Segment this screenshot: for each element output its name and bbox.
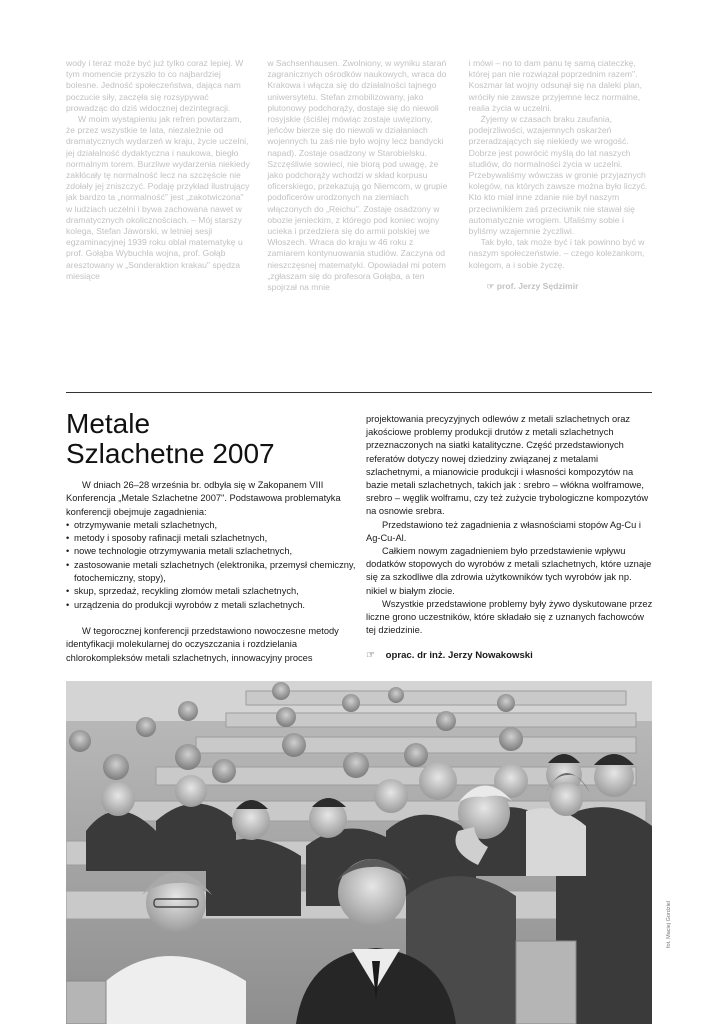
hand-pointing-icon: ☞ (486, 280, 495, 291)
article-title (66, 409, 346, 469)
article-paragraph: Wszystkie przedstawione problemy były żywo dyskutowane przez liczne grono uczestników, które składało się z uznanych fachowców tej dziedzinie. (366, 598, 653, 636)
article-paragraph: projektowania precyzyjnych odlewów z metali szlachetnych oraz jakościowe problemy produkcji drutów z metali szlachetnych przeznaczonych na siatki katalityczne. Część przedstawionych referatów dotyczy nowej dziedziny związanej z metalami szlachetnymi, a mianowicie produkcji i własności kompozytów na bazie metali szlachetnych, takich jak : srebro – włókna wolframowe, srebro – węglik wolframu, czy też zużycie trybologiczne kompozytów na osnowie srebra. (366, 414, 649, 517)
article-intro: W dniach 26–28 września br. odbyła się w Zakopanem VIII Konferencja „Metale Szlachetne 2007". Podstawowa problematyka konferencji obejmuje zagadnienia: (66, 480, 341, 517)
list-item: • zastosowanie metali szlachetnych (elektronika, przemysł chemiczny, fotochemiczny, stopy), (66, 559, 356, 586)
list-item: • otrzymywanie metali szlachetnych, (66, 519, 356, 532)
article-title-line-1: Metale (66, 408, 151, 439)
article-right-column (366, 413, 654, 663)
article-paragraph: Całkiem nowym zagadnieniem było przedstawienie wpływu dodatków stopowych do wyrobów z metali szlachetnych, które uznaje się za szkodliwe dla zdrowia użytkowników tych wyrobów jak np. nikiel w białym złocie. (366, 546, 652, 596)
previous-article-column-3 (469, 58, 654, 376)
photo-credit: fot. Maciej Gordziel (666, 900, 672, 948)
previous-article-paragraph: Tak było, tak może być i tak powinno być w naszym społeczeństwie. – czego koleżankom, kolegom, a i sobie życzę. (468, 237, 645, 270)
list-item: • metody i sposoby rafinacji metali szlachetnych, (66, 532, 356, 545)
article-title-line-2: Szlachetne 2007 (66, 438, 275, 469)
signature-text: prof. Jerzy Sędzimir (496, 280, 579, 291)
list-item: • nowe technologie otrzymywania metali szlachetnych, (66, 545, 356, 558)
topics-list (66, 519, 356, 612)
list-item: • urządzenia do produkcji wyrobów z metali szlachetnych. (66, 599, 356, 612)
list-item: • skup, sprzedaż, recykling złomów metali szlachetnych, (66, 585, 356, 598)
previous-article-column-1 (66, 58, 251, 376)
previous-article-column-2 (267, 58, 452, 376)
previous-article-paragraph: wody i teraz może być już tylko coraz lepiej. W tym momencie przyszło to co najbardziej bolesne. Jedność społeczeństwa, dająca nam poczucie siły, zaczęła się rozsypywać prowadząc do dziś widocznej dezintegracji. (66, 58, 244, 113)
previous-article-paragraph: Żyjemy w czasach braku zaufania, podejrzliwości, wzajemnych oskarżeń przeradzających się niekiedy we wrogość. Dobrze jest powrócić myślą do lat naszych studiów, do normalności życia w uczelni. Przebywaliśmy wówczas w gronie przyjaznych kolegów, na których zawsze można było liczyć. Kto kto miał inne zdanie nie był naszym przeciwnikiem zaś przeciwnik nie stawał się automatycznie wrogiem. Ufaliśmy sobie i byliśmy wzajemnie życzliwi. (468, 114, 648, 237)
previous-article-signature (469, 281, 654, 292)
article-paragraph: Przedstawiono też zagadnienia z własnościami stopów Ag-Cu i Ag-Cu-Al. (366, 519, 641, 543)
author-name: oprac. dr inż. Jerzy Nowakowski (385, 650, 533, 662)
conference-audience-photo (66, 681, 652, 1024)
previous-article-columns (66, 58, 654, 376)
article-left-column (66, 479, 356, 665)
article-author (366, 649, 654, 662)
previous-article-paragraph: i mówi – no to dam panu tę samą ciateczkę, której pan nie rozwiązał poprzednim razem". Koszmar lat wojny odsunął się na daleki plan, wróciły nie zawsze przyjemne lecz normalne, realia życia w uczelni. (468, 58, 643, 113)
previous-article-paragraph: W moim wystąpieniu jak refren powtarzam, że przez wszystkie te lata, niezależnie od dramatycznych wydarzeń w kraju, życie uczelni, jej działalność dydaktyczna i naukowa, biegło normalnym torem. Burzliwe wydarzenia niekiedy zakłócały tę normalność lecz na szczęście nie zdołały jej zniszczyć. Podaję przykład ilustrujący jak bardzo ta „normalność" jest „zakotwiczona" w ludziach uczelni i bywa zachowana nawet w dramatycznych okolicznościach. – Mój starszy kolega, Stefan Jaworski, w letniej sesji egzaminacyjnej 1939 roku oblał matematykę u prof. Gołąba Wybuchła wojna, prof. Gołąb aresztowany w „Sonderaktion krakau" spędza miesiące (66, 114, 250, 281)
previous-article-paragraph: w Sachsenhausen. Zwolniony, w wyniku starań zagranicznych ośrodków naukowych, wraca do Krakowa i włącza się do działalności tajnego uniwersytetu. Stefan zmobilizowany, jako plutonowy podchorąży, dostaje się do niewoli rosyjskie (ściślej mówiąc zostaje uwięziony, jeńców bierze się do niewoli w działaniach wojennych tu zaś nie było wojny lecz bandycki napad). Zostaje osadzony w Starobielsku. Szczęśliwie sowieci, nie biorą pod uwagę, że jako podchorąży wchodzi w skład korpusu oficerskiego, przekazują go Niemcom, w grupie podoficerów urodzonych na ziemiach włączonych do „Reichu". Zostaje osadzony w obozie jenieckim, z którego pod koniec wojny ucieka i przedziera się do armii polskiej we Włoszech. Wraca do kraju w 46 roku z zamiarem kontynuowania studiów. Zaczyna od nieszczęsnej matematyki. Opowiadał mi potem „zgłaszam się do profesora Gołąba, a ten spojrzał na mnie (267, 58, 448, 293)
article-paragraph: W tegorocznej konferencji przedstawiono nowoczesne metody identyfikacji molekularnej do oczyszczania i rozdzielania chlorokompleksów metali szlachetnych, innowacyjny proces (66, 625, 339, 663)
section-divider (66, 392, 652, 393)
hand-pointing-icon: ☞ (366, 650, 375, 662)
